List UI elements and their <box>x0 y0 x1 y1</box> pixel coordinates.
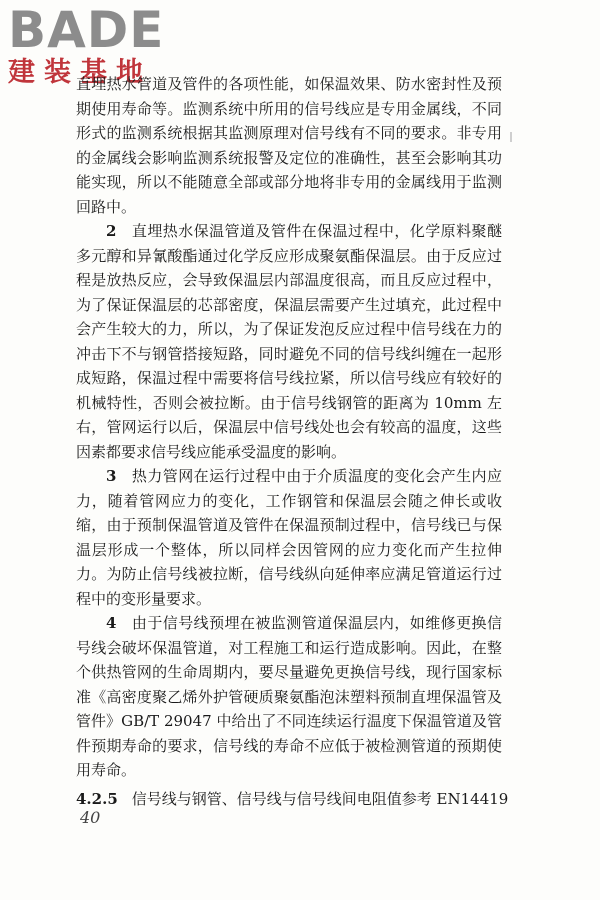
text-line: 缩，由于预制保温管道及管件在保温预制过程中，信号线已与保 <box>76 516 502 534</box>
text-line: 形式的监测系统根据其监测原理对信号线有不同的要求。非专用 <box>76 124 502 142</box>
text-line: 能实现，所以不能随意全部或部分地将非专用的金属线用于监测 <box>76 173 502 191</box>
text-line: 为了保证保温层的芯部密度，保温层需要产生过填充，此过程中 <box>76 295 502 314</box>
paragraph-3 <box>76 464 502 611</box>
text-line: 件预期寿命的要求，信号线的寿命不应低于被检测管道的预期使 <box>76 736 502 755</box>
text-line-content: 直埋热水保温管道及管件在保温过程中，化学原料聚醚 <box>131 222 502 240</box>
text-line: 因素都要求信号线应能承受温度的影响。 <box>76 442 347 461</box>
text-line-content: 由于信号线预埋在被监测管道保温层内，如维修更换信 <box>131 614 502 632</box>
text-line: 力。为防止信号线被拉断，信号线纵向延伸率应满足管道运行过 <box>76 565 502 583</box>
text-line-first <box>76 464 502 489</box>
text-line: 个供热管网的生命周期内，要尽量避免更换信号线，现行国家标 <box>76 663 502 681</box>
paragraph-number: 4 <box>106 614 117 632</box>
text-line-first <box>76 219 502 244</box>
text-line: 成短路，保温过程中需要将信号线拉紧，所以信号线应有较好的 <box>76 369 502 387</box>
paragraph-4 <box>76 611 502 783</box>
text-line: 右，管网运行以后，保温层中信号线处也会有较高的温度，这些 <box>76 418 502 436</box>
logo-subtitle: 建装基地 <box>8 57 152 88</box>
section-title: 信号线与钢管、信号线与信号线间电阻值参考 EN14419 <box>131 789 509 808</box>
paragraph-number: 2 <box>106 222 117 240</box>
text-line: 号线会破坏保温管道，对工程施工和运行造成影响。因此，在整 <box>76 638 502 657</box>
text-line: 机械特性，否则会被拉断。由于信号线钢管的距离为 10mm 左 <box>76 393 502 412</box>
text-line: 力，随着管网应力的变化，工作钢管和保温层会随之伸长或收 <box>76 491 502 510</box>
page-number: 40 <box>80 808 101 827</box>
text-line: 准《高密度聚乙烯外护管硬质聚氨酯泡沫塑料预制直埋保温管及 <box>76 687 502 706</box>
text-line: 会产生较大的力，所以，为了保证发泡反应过程中信号线在力的 <box>76 320 502 338</box>
section-number: 4.2.5 <box>76 789 118 808</box>
scan-edge-mark <box>510 132 512 142</box>
text-line: 多元醇和异氰酸酯通过化学反应形成聚氨酯保温层。由于反应过 <box>76 246 502 265</box>
paragraph-2 <box>76 219 502 464</box>
text-line: 回路中。 <box>76 197 137 216</box>
text-line: 程中的变形量要求。 <box>76 589 212 608</box>
paragraph-number: 3 <box>106 467 117 485</box>
text-line: 管件》GB/T 29047 中给出了不同连续运行温度下保温管道及管 <box>76 712 502 730</box>
text-line: 直埋热水管道及管件的各项性能，如保温效果、防水密封性及预 <box>76 75 502 93</box>
text-line: 冲击下不与钢管搭接短路，同时避免不同的信号线纠缠在一起形 <box>76 344 502 363</box>
text-line: 温层形成一个整体，所以同样会因管网的应力变化而产生拉伸 <box>76 540 502 559</box>
section-heading <box>76 787 509 812</box>
paragraph-1 <box>76 72 502 219</box>
text-line-first <box>76 611 502 636</box>
text-line: 期使用寿命等。监测系统中所用的信号线应是专用金属线，不同 <box>76 99 502 118</box>
text-line-content: 热力管网在运行过程中由于介质温度的变化会产生内应 <box>131 467 502 485</box>
text-line: 用寿命。 <box>76 761 137 779</box>
text-line: 程是放热反应，会导致保温层内部温度很高，而且反应过程中， <box>76 271 502 289</box>
body-text <box>76 72 509 811</box>
logo-brand: BADE <box>8 1 165 59</box>
text-line: 的金属线会影响监测系统报警及定位的准确性，甚至会影响其功 <box>76 148 502 167</box>
